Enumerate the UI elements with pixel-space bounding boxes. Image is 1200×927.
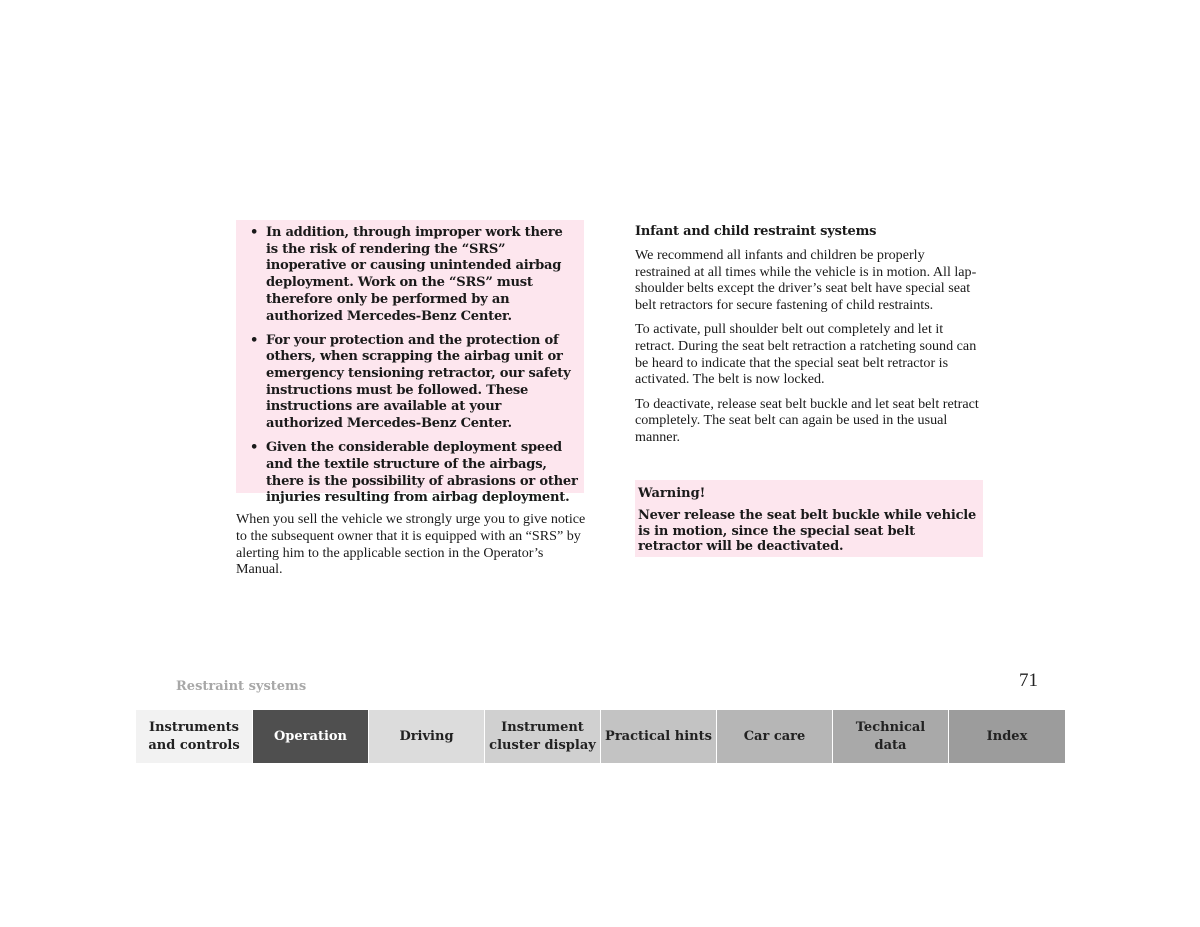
tab-label: Instruments and controls	[148, 719, 240, 753]
safety-note: • For your protection and the protection of others, when scrapping the airbag unit or emergency tensioning retractor, our safety instructions must be followed. These instructions are available at your authorized Mercedes-Benz Center.	[250, 333, 578, 433]
tab-label: Technical data	[855, 719, 926, 753]
tab-label: Practical hints	[605, 728, 712, 744]
chapter-navigation	[136, 710, 1065, 763]
tab-operation[interactable]	[253, 710, 369, 763]
body-paragraph: To activate, pull shoulder belt out completely and let it retract. During the seat belt retraction a ratcheting sound can be heard to indicate that the special seat belt retractor is activated. The belt is now locked.	[635, 321, 977, 388]
safety-notes-list	[250, 225, 578, 507]
tab-label: Operation	[273, 728, 348, 744]
section-heading: Infant and child restraint systems	[635, 224, 877, 239]
tab-label: Index	[986, 728, 1028, 744]
tab-driving[interactable]	[369, 710, 485, 763]
warning-box	[635, 480, 983, 557]
page-number: 71	[1019, 670, 1038, 691]
child-restraint-section	[635, 223, 983, 453]
tab-instruments-and-controls[interactable]	[136, 710, 253, 763]
body-paragraph: To deactivate, release seat belt buckle and let seat belt retract completely. The seat belt can again be used in the usual manner.	[635, 395, 979, 446]
safety-note: • Given the considerable deployment speed and the textile structure of the airbags, there is the possibility of abrasions or other injuries resulting from airbag deployment.	[250, 440, 578, 507]
tab-technical-data[interactable]	[833, 710, 949, 763]
section-label: Restraint systems	[176, 679, 307, 694]
safety-note: • In addition, through improper work there is the risk of rendering the “SRS” inoperative or causing unintended airbag deployment. Work on the “SRS” must therefore only be performed by an authorized Mercedes-Benz Center.	[250, 225, 578, 325]
warning-text: Never release the seat belt buckle while vehicle is in motion, since the special seat belt retractor will be deactivated.	[638, 508, 977, 554]
tab-index[interactable]	[949, 710, 1065, 763]
tab-label: Driving	[399, 728, 454, 744]
safety-notes-box	[236, 220, 584, 506]
sell-vehicle-paragraph: When you sell the vehicle we strongly urge you to give notice to the subsequent owner that it is equipped with an “SRS” by alerting him to the applicable section in the Operator’s Manual.	[236, 511, 586, 578]
tab-instrument-cluster-display[interactable]	[485, 710, 601, 763]
tab-car-care[interactable]	[717, 710, 833, 763]
warning-title: Warning!	[638, 486, 706, 501]
body-paragraph: We recommend all infants and children be properly restrained at all times while the vehicle is in motion. All lap-shoulder belts except the driver’s seat belt have special seat belt retractors for secure fastening of child restraints.	[635, 247, 977, 314]
tab-label: Instrument cluster display	[489, 719, 596, 753]
tab-practical-hints[interactable]	[601, 710, 717, 763]
tab-label: Car care	[743, 728, 806, 744]
